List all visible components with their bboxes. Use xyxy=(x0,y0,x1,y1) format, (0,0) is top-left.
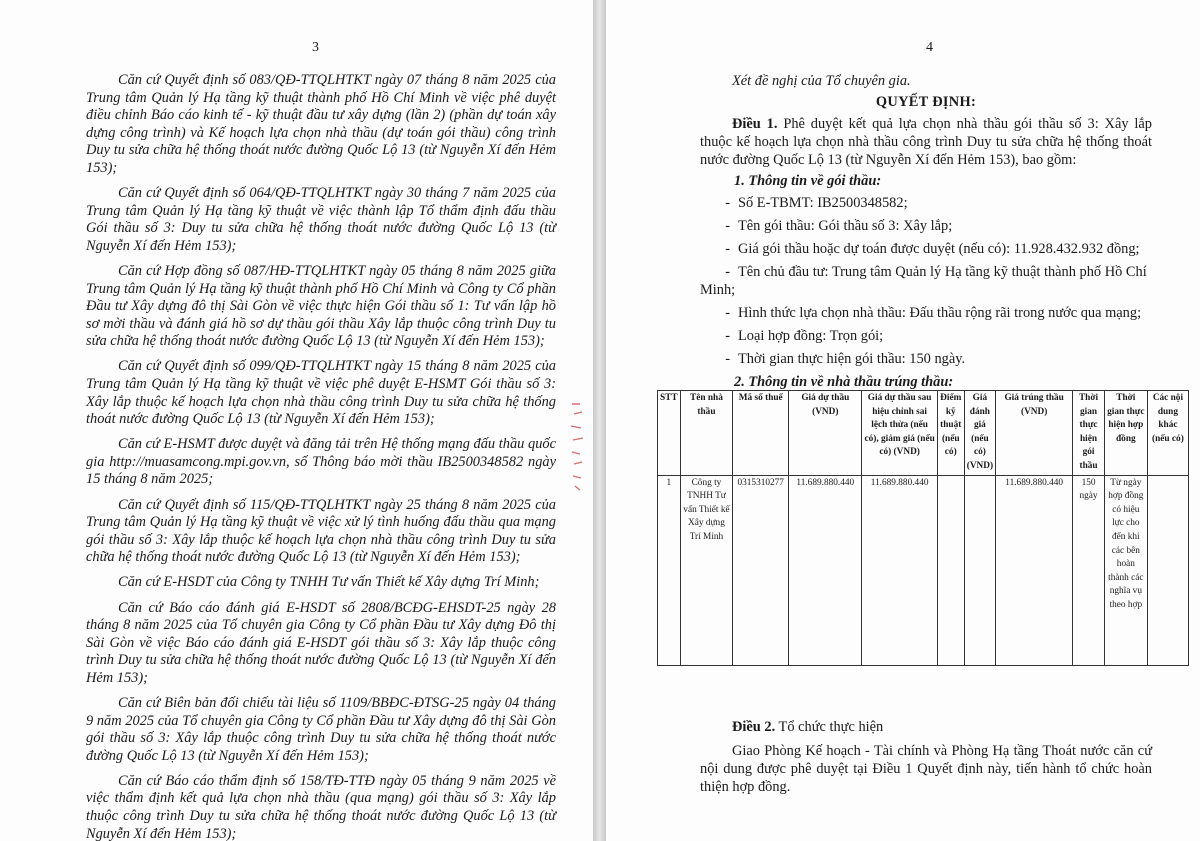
table-header-cell: Các nội dung khác (nếu có) xyxy=(1147,391,1188,476)
table-header-cell: STT xyxy=(658,391,681,476)
decision-section xyxy=(700,72,1152,395)
article-2 xyxy=(700,718,1152,736)
page-number: 4 xyxy=(926,40,933,55)
legal-basis-paragraph: Căn cứ E-HSDT của Công ty TNHH Tư vấn Thiết kế Xây dựng Trí Minh; xyxy=(118,574,540,591)
left-page xyxy=(0,0,593,841)
red-seal-mark-icon xyxy=(568,398,586,494)
legal-basis-paragraph: Căn cứ Biên bản đối chiếu tài liệu số 1109/BBĐC-ĐTSG-25 ngày 04 tháng 9 năm 2025 của Tổ chuyên gia Công ty Cổ phần Đầu tư Xây dựng đô thị Sài Gòn gói thầu số 3: Xây lắp thuộc công trình Duy tu sửa chữa hệ thống thoát nước đường Quốc Lộ 13 (từ Nguyễn Xí đến Hẻm 153); xyxy=(86,695,556,764)
section-1-title: 1. Thông tin về gói thầu: xyxy=(734,173,882,189)
bid-info-item: - Hình thức lựa chọn nhà thầu: Đấu thầu rộng rãi trong nước qua mạng; xyxy=(725,305,1142,321)
table-header-cell: Giá trúng thầu (VND) xyxy=(996,391,1073,476)
table-cell xyxy=(1147,475,1188,665)
table-cell: 11.689.880.440 xyxy=(996,475,1073,665)
legal-basis-paragraph: Căn cứ Hợp đồng số 087/HĐ-TTQLHTKT ngày 05 tháng 8 năm 2025 giữa Trung tâm Quản lý Hạ tầng kỹ thuật thành phố Hồ Chí Minh và Công ty Cổ phần Đầu tư Xây dựng đô thị Sài Gòn về việc thực hiện Gói thầu số 1: Tư vấn lập hồ sơ mời thầu và đánh giá hồ sơ dự thầu gói thầu Xây lắp thuộc công trình Duy tu sửa chữa hệ thống thoát nước đường Quốc Lộ 13 (từ Nguyễn Xí đến Hẻm 153); xyxy=(86,262,556,350)
bid-info-item: - Thời gian thực hiện gói thầu: 150 ngày. xyxy=(725,351,966,367)
table-cell: 0315310277 xyxy=(733,475,789,665)
article-2-section xyxy=(700,718,1152,802)
table-row xyxy=(658,475,1189,665)
bid-info-item: - Số E-TBMT: IB2500348582; xyxy=(725,195,908,211)
table-cell: Công ty TNHH Tư vấn Thiết kế Xây dựng Trí Minh xyxy=(680,475,733,665)
table-header-cell: Giá đánh giá (nếu có) (VND) xyxy=(964,391,995,476)
table-cell: 11.689.880.440 xyxy=(789,475,862,665)
closing-paragraph: Giao Phòng Kế hoạch - Tài chính và Phòng Hạ tầng Thoát nước căn cứ nội dung được phê duyệt tại Điều 1 Quyết định này, tiến hành tổ chức hoàn thiện hợp đồng. xyxy=(700,743,1152,795)
table-cell xyxy=(964,475,995,665)
legal-basis-paragraph: Căn cứ Báo cáo đánh giá E-HSDT số 2808/BCĐG-EHSDT-25 ngày 28 tháng 8 năm 2025 của Tổ chuyên gia Công ty Cổ phần Đầu tư Xây dựng Đô thị Sài Gòn về việc Báo cáo đánh giá E-HSDT gói thầu số 3: Xây lắp thuộc công trình Duy tu sửa chữa hệ thống thoát nước đường Quốc Lộ 13 (từ Nguyễn Xí đến Hẻm 153); xyxy=(86,599,556,686)
legal-basis-paragraph: Căn cứ Báo cáo thẩm định số 158/TĐ-TTĐ ngày 05 tháng 9 năm 2025 về việc thẩm định kết quả lựa chọn nhà thầu (qua mạng) gói thầu số 3: Xây lắp thuộc công trình Duy tu sửa chữa hệ thống thoát nước đường Quốc Lộ 13 (từ Nguyễn Xí đến Hẻm 153); xyxy=(86,772,556,841)
legal-basis-paragraph: Căn cứ E-HSMT được duyệt và đăng tải trên Hệ thống mạng đấu thầu quốc gia http://muasamcong.mpi.gov.vn, số Thông báo mời thầu IB2500348582 ngày 15 tháng 8 năm 2025; xyxy=(86,436,556,488)
table-cell: Từ ngày hợp đồng có hiệu lực cho đến khi các bên hoàn thành các nghĩa vụ theo hợp xyxy=(1104,475,1147,665)
table-header-cell: Thời gian thực hiện gói thầu xyxy=(1073,391,1105,476)
intro-text: Xét đề nghị của Tổ chuyên gia. xyxy=(732,73,911,89)
table-header-cell: Điểm kỹ thuật (nếu có) xyxy=(937,391,964,476)
table-header-cell: Giá dự thầu (VND) xyxy=(789,391,862,476)
article-1-text: Phê duyệt kết quả lựa chọn nhà thầu gói thầu số 3: Xây lắp thuộc kế hoạch lựa chọn nhà thầu công trình Duy tu sửa chữa hệ thống thoát nước đường Quốc Lộ 13 (từ Nguyễn Xí đến Hẻm 153), bao gồm: xyxy=(700,116,1152,168)
legal-basis-section xyxy=(86,72,556,841)
table-header-cell: Tên nhà thầu xyxy=(680,391,733,476)
page-gutter xyxy=(593,0,606,841)
bid-info-item: - Giá gói thầu hoặc dự toán được duyệt (nếu có): 11.928.432.932 đồng; xyxy=(725,241,1140,257)
legal-basis-paragraph: Căn cứ Quyết định số 064/QĐ-TTQLHTKT ngày 30 tháng 7 năm 2025 của Trung tâm Quản lý Hạ tầng kỹ thuật về việc thành lập Tổ thẩm định đấu thầu Gói thầu số 3: Duy tu sửa chữa hệ thống thoát nước đường Quốc Lộ 13 (từ Nguyễn Xí đến Hẻm 153); xyxy=(86,185,556,254)
winning-bidder-table xyxy=(657,390,1189,666)
table-header-row xyxy=(658,391,1189,476)
legal-basis-paragraph: Căn cứ Quyết định số 115/QĐ-TTQLHTKT ngày 25 tháng 8 năm 2025 của Trung tâm Quản lý Hạ tầng kỹ thuật về việc xử lý tình huống đấu thầu qua mạng gói thầu số 3: Xây lắp thuộc kế hoạch lựa chọn nhà thầu công trình Duy tu sửa chữa hệ thống thoát nước đường Quốc Lộ 13 (từ Nguyễn Xí đến Hẻm 153); xyxy=(86,496,556,566)
table-cell: 1 xyxy=(658,475,681,665)
table-header-cell: Giá dự thầu sau hiệu chỉnh sai lệch thừa (nếu có), giảm giá (nếu có) (VND) xyxy=(862,391,937,476)
table-header-cell: Mã số thuế xyxy=(733,391,789,476)
bid-info-item: - Tên gói thầu: Gói thầu số 3: Xây lắp; xyxy=(725,218,953,234)
legal-basis-paragraph: Căn cứ Quyết định số 099/QĐ-TTQLHTKT ngày 15 tháng 8 năm 2025 của Trung tâm Quản lý Hạ tầng kỹ thuật về việc phê duyệt E-HSMT Gói thầu số 3: Xây lắp thuộc kế hoạch lựa chọn nhà thầu công trình Duy tu sửa chữa hệ thống thoát nước đường Quốc Lộ 13 (từ Nguyễn Xí đến Hẻm 153); xyxy=(86,358,556,428)
bid-info-item: - Loại hợp đồng: Trọn gói; xyxy=(725,328,884,344)
table-cell: 11.689.880.440 xyxy=(862,475,937,665)
bid-info-item: - Tên chủ đầu tư: Trung tâm Quản lý Hạ tầng kỹ thuật thành phố Hồ Chí Minh; xyxy=(700,264,1147,298)
table-cell xyxy=(937,475,964,665)
table-cell: 150 ngày xyxy=(1073,475,1105,665)
article-1-label: Điều 1. xyxy=(732,116,778,132)
table-header-cell: Thời gian thực hiện hợp đồng xyxy=(1104,391,1147,476)
article-2-text: Tổ chức thực hiện xyxy=(778,719,884,735)
article-1 xyxy=(700,115,1152,169)
legal-basis-paragraph: Căn cứ Quyết định số 083/QĐ-TTQLHTKT ngày 07 tháng 8 năm 2025 của Trung tâm Quản lý Hạ tầng kỹ thuật thành phố Hồ Chí Minh về việc phê duyệt điều chỉnh Báo cáo kinh tế - kỹ thuật đầu tư xây dựng (lần 2) (phần dự toán xây dựng công trình) và Kế hoạch lựa chọn nhà thầu (dự toán gói thầu) công trình Duy tu sửa chữa hệ thống thoát nước đường Quốc Lộ 13 (từ Nguyễn Xí đến Hẻm 153); xyxy=(86,72,556,176)
section-2-title: 2. Thông tin về nhà thầu trúng thầu: xyxy=(734,374,954,390)
article-2-label: Điều 2. xyxy=(732,719,776,735)
decision-title: QUYẾT ĐỊNH: xyxy=(875,94,977,110)
page-number: 3 xyxy=(312,40,319,55)
